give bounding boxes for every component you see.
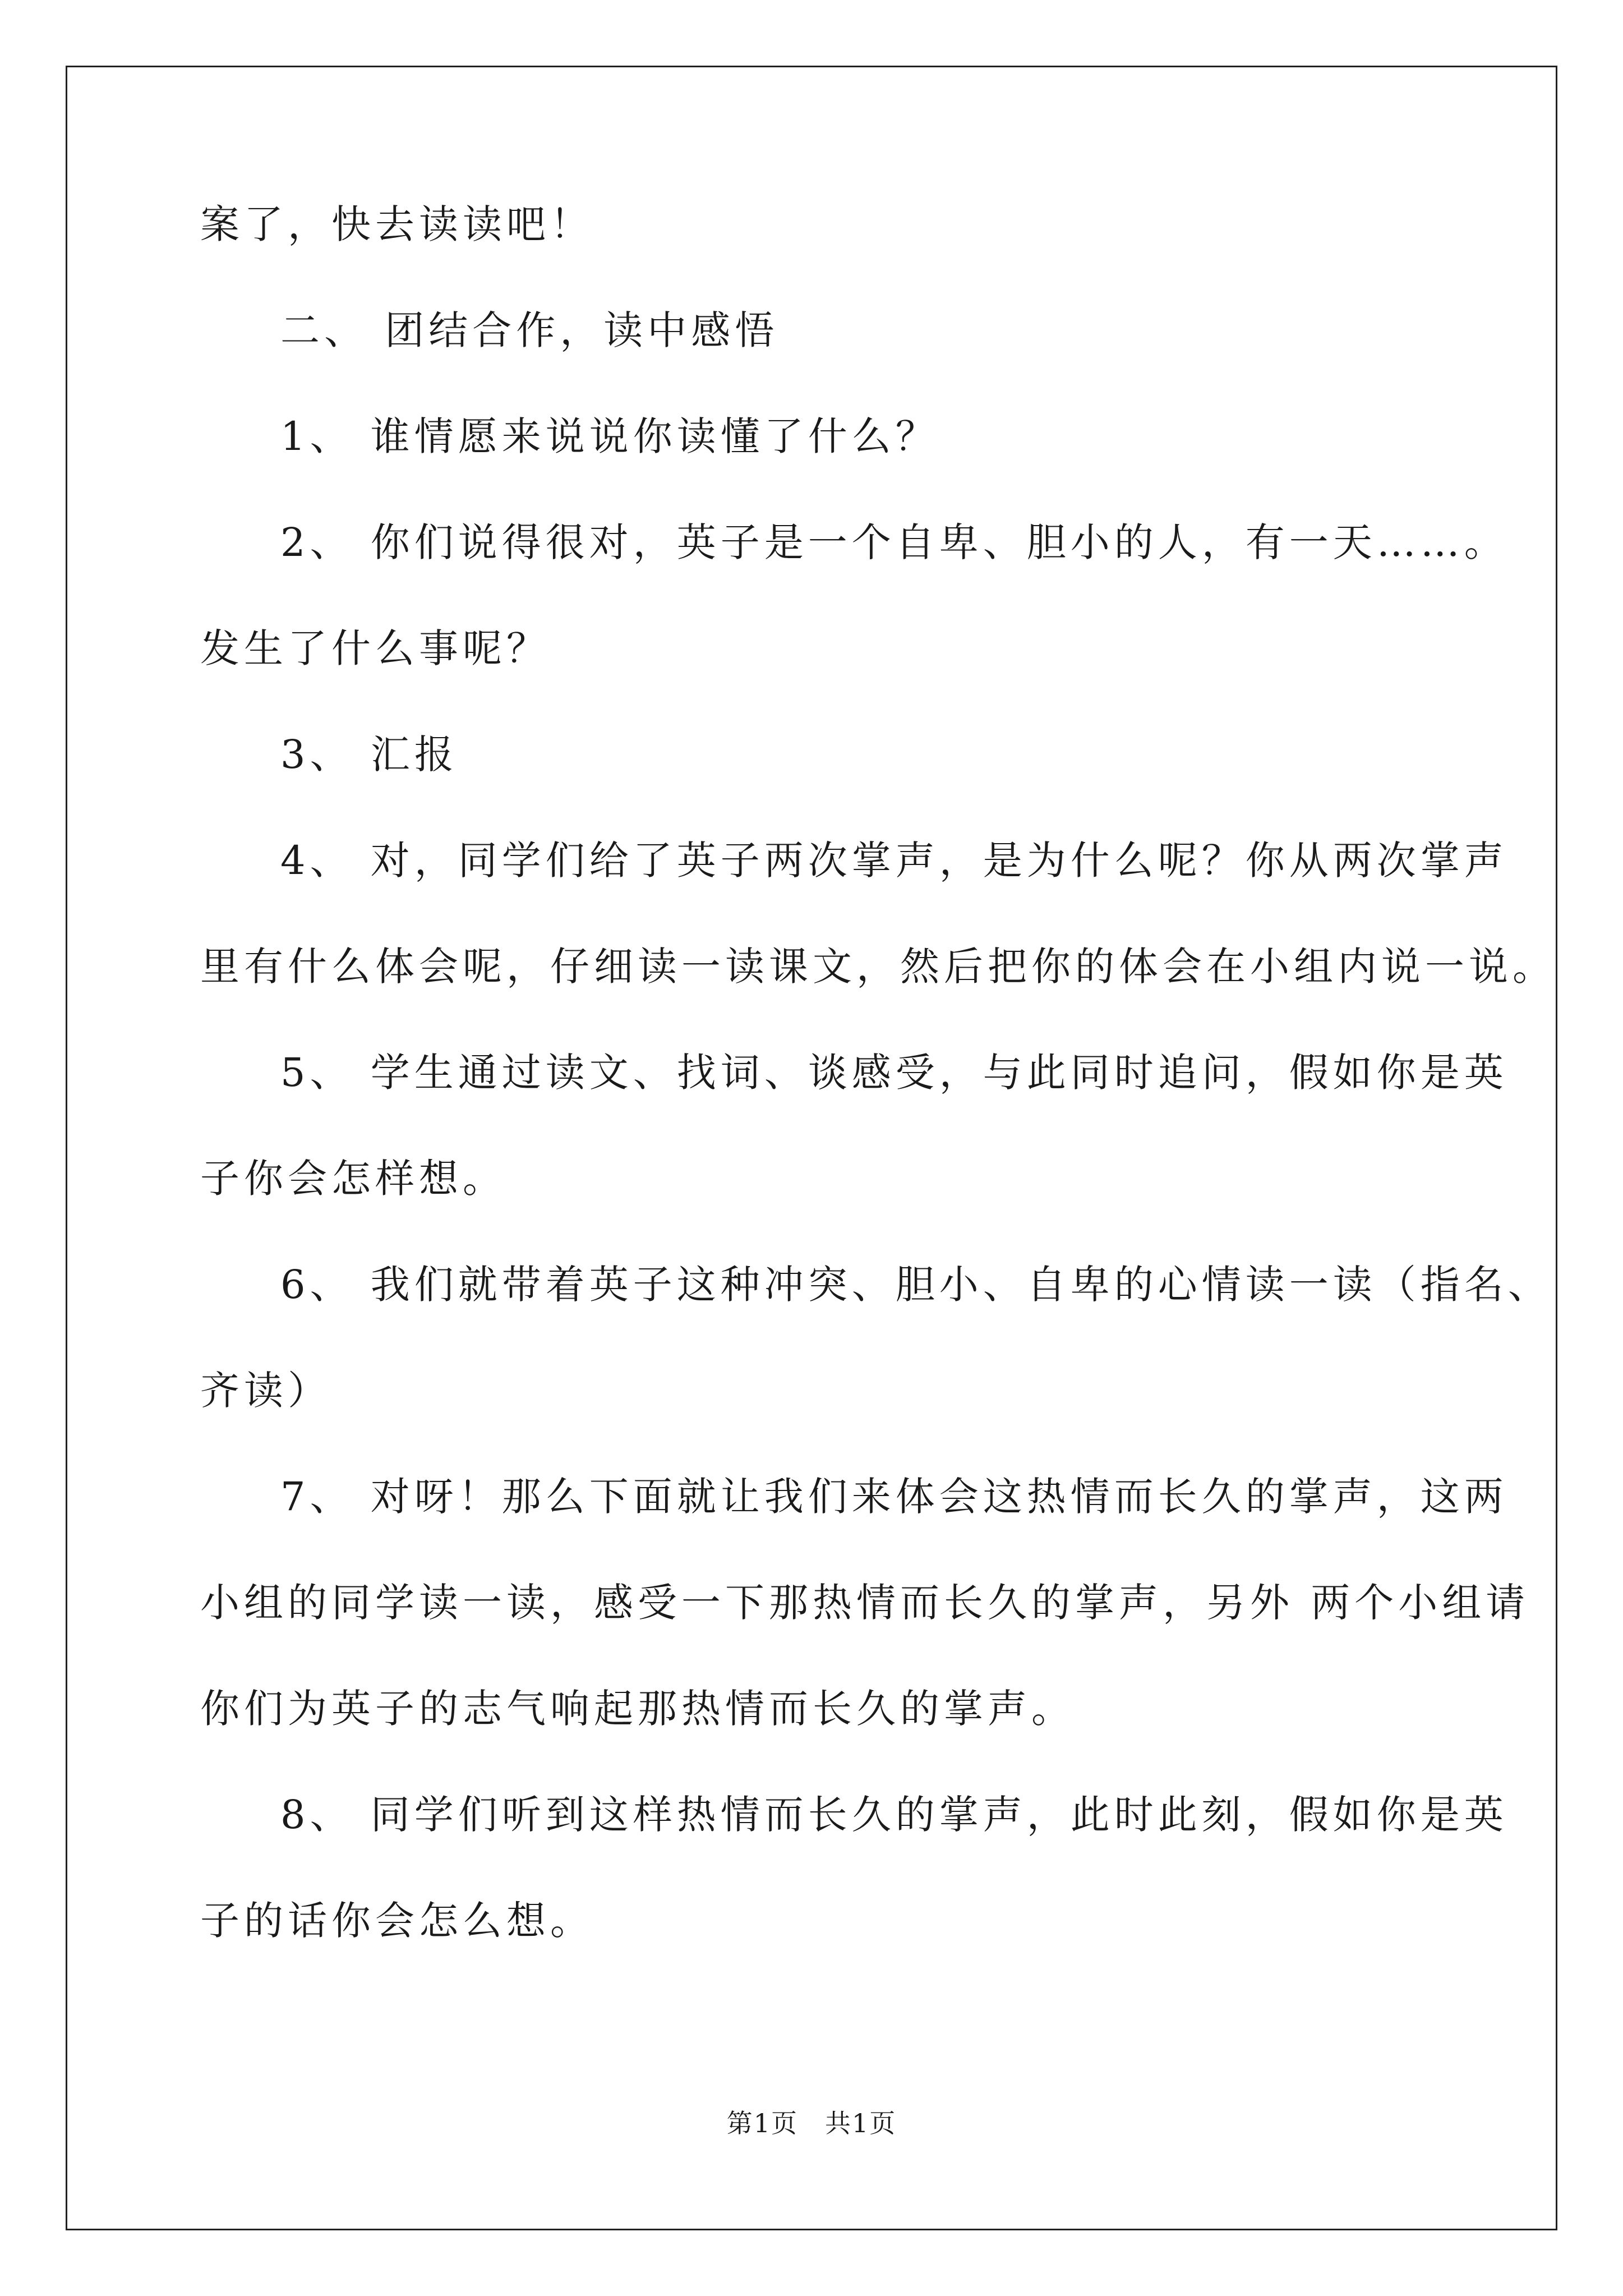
list-item: 2、 你们说得很对，英子是一个自卑、胆小的人，有一天……。 [280,519,1508,565]
list-item: 7、 对呀！那么下面就让我们来体会这热情而长久的掌声，这两 [280,1474,1508,1520]
text-line: 你们为英子的志气响起那热情而长久的掌声。 [200,1686,1075,1732]
list-item: 8、 同学们听到这样热情而长久的掌声，此时此刻，假如你是英 [280,1792,1508,1838]
list-item: 5、 学生通过读文、找词、谈感受，与此同时追问，假如你是英 [280,1050,1508,1096]
page-footer: 第1页 共1页 [726,2108,897,2138]
text-line: 子的话你会怎么想。 [200,1898,594,1944]
text-line: 子你会怎样想。 [200,1156,506,1202]
text-line: 里有什么体会呢，仔细读一读课文，然后把你的体会在小组内说一说。 [200,944,1556,990]
text-line: 案了，快去读读吧！ [200,201,594,247]
list-item: 6、 我们就带着英子这种冲突、胆小、自卑的心情读一读（指名、 [280,1262,1552,1308]
list-item: 3、 汇报 [280,731,458,777]
list-item: 1、 谁情愿来说说你读懂了什么？ [280,413,939,459]
text-line: 小组的同学读一读，感受一下那热情而长久的掌声，另外 两个小组请 [200,1580,1530,1626]
section-heading: 二、 团结合作，读中感悟 [280,307,779,353]
list-item: 4、 对，同学们给了英子两次掌声，是为什么呢？你从两次掌声 [280,838,1508,884]
text-line: 发生了什么事呢？ [200,625,550,671]
text-line: 齐读） [200,1368,331,1414]
